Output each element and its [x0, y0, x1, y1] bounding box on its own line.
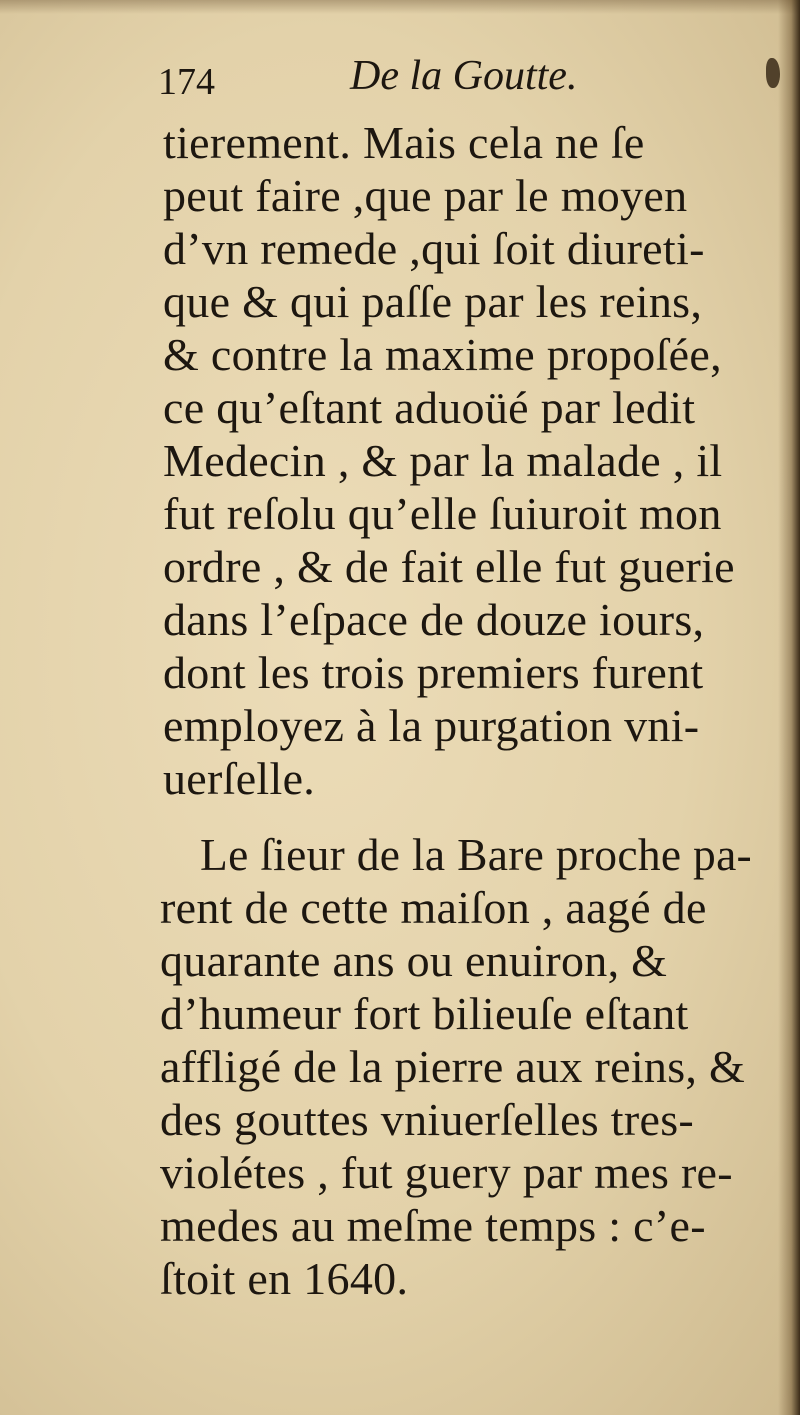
text-line: des gouttes vniuerſelles tres-: [160, 1094, 695, 1145]
body-text: [0, 117, 800, 1347]
text-line: tierement. Mais cela ne ſe: [163, 117, 645, 168]
text-line: employez à la purgation vni-: [163, 700, 700, 751]
text-line: quarante ans ou enuiron, &: [160, 935, 668, 986]
text-line: rent de cette maiſon , aagé de: [160, 882, 707, 933]
text-line: fut reſolu qu’elle ſuiuroit mon: [163, 488, 722, 539]
running-title: De la Goutte.: [350, 53, 578, 99]
text-line: ſtoit en 1640.: [160, 1253, 409, 1304]
text-line: d’vn remede ,qui ſoit diureti-: [163, 223, 705, 274]
page-header: [158, 52, 758, 112]
text-line: affligé de la pierre aux reins, &: [160, 1041, 746, 1092]
text-line: medes au meſme temps : c’e-: [160, 1200, 706, 1251]
paragraph-first-line: Le ſieur de la Bare proche pa-: [200, 829, 753, 880]
ink-blot: [766, 58, 780, 88]
text-line: dans l’eſpace de douze iours,: [163, 594, 705, 645]
text-line: violétes , fut guery par mes re-: [160, 1147, 733, 1198]
text-line: ce qu’eſtant aduoüé par ledit: [163, 382, 696, 433]
text-line: & contre la maxime propoſée,: [163, 329, 722, 380]
page-top-shadow: [0, 0, 800, 14]
text-line: ordre , & de fait elle fut guerie: [163, 541, 735, 592]
text-line: d’humeur fort bilieuſe eſtant: [160, 988, 689, 1039]
page-number: 174: [158, 61, 215, 103]
text-line: Medecin , & par la malade , il: [163, 435, 723, 486]
text-line: que & qui paſſe par les reins,: [163, 276, 703, 327]
text-line: dont les trois premiers furent: [163, 647, 704, 698]
text-line: uerſelle.: [163, 753, 316, 804]
text-line: peut faire ,que par le moyen: [163, 170, 688, 221]
